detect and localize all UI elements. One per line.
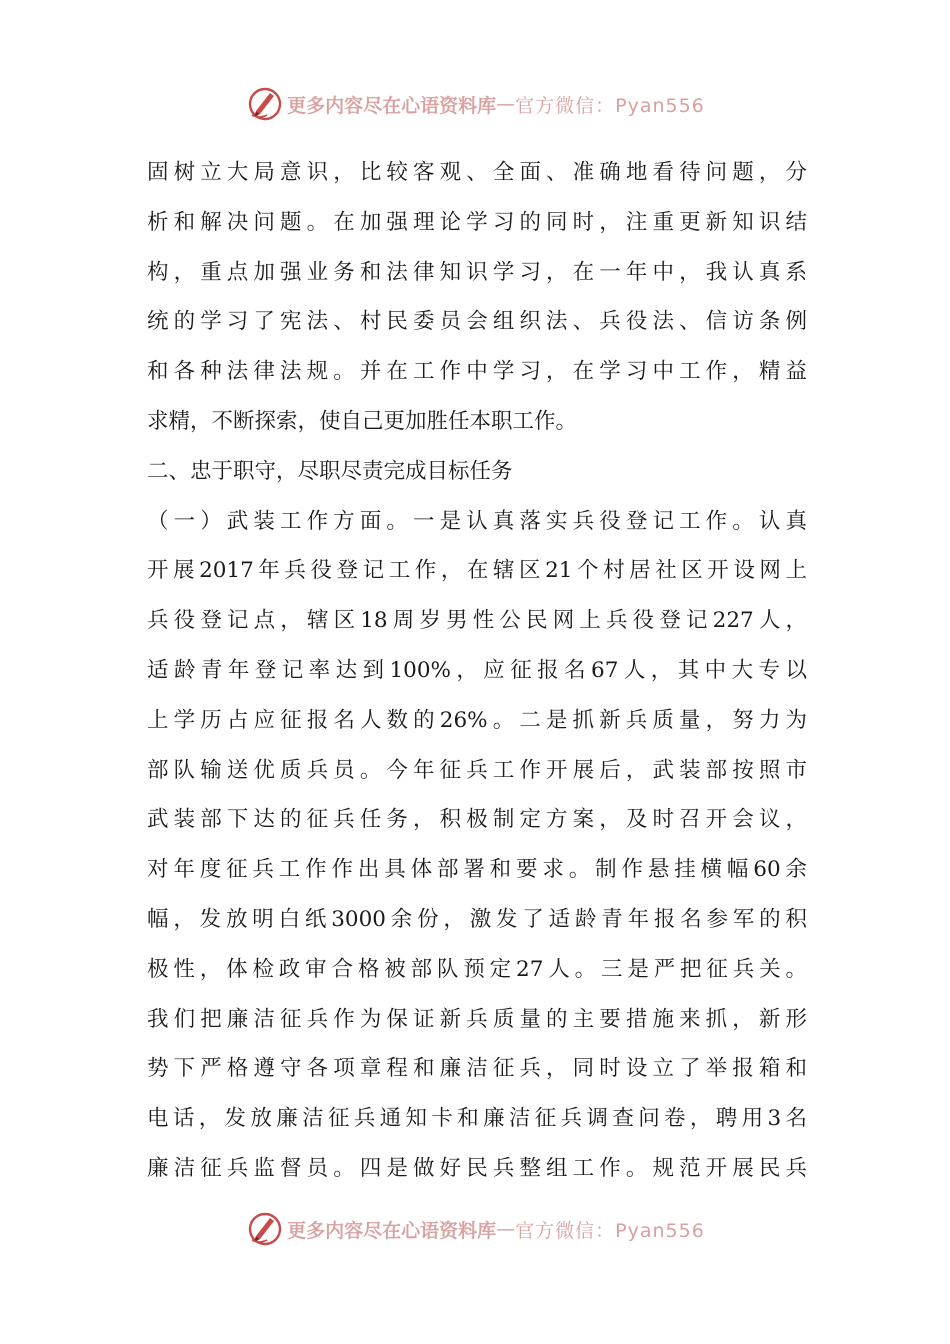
- text-line: 构，重点加强业务和法律知识学习，在一年中，我认真系: [147, 259, 807, 285]
- document-body: [147, 148, 807, 1194]
- watermark-separator: —: [496, 1218, 516, 1240]
- watermark-separator: —: [496, 93, 516, 115]
- text-line: 势下严格遵守各项章程和廉洁征兵，同时设立了举报箱和: [147, 1056, 807, 1082]
- text-line: 开展2017年兵役登记工作，在辖区21个村居社区开设网上: [147, 558, 807, 584]
- text-line: 我们把廉洁征兵作为保证新兵质量的主要措施来抓，新形: [147, 1006, 807, 1032]
- text-line: （一）武装工作方面。一是认真落实兵役登记工作。认真: [147, 508, 807, 534]
- text-line: 适龄青年登记率达到100%，应征报名67人，其中大专以: [147, 657, 807, 683]
- pen-logo-icon: [245, 84, 285, 124]
- pen-logo-icon: [245, 1209, 285, 1249]
- text-line: 统的学习了宪法、村民委员会组织法、兵役法、信访条例: [147, 309, 807, 335]
- watermark-brand: 更多内容尽在心语资料库: [287, 1219, 497, 1242]
- text-line: 电话，发放廉洁征兵通知卡和廉洁征兵调查问卷，聘用3名: [147, 1106, 807, 1132]
- text-line: 廉洁征兵监督员。四是做好民兵整组工作。规范开展民兵: [147, 1155, 807, 1181]
- text-line: 求精，不断探索，使自己更加胜任本职工作。: [147, 408, 578, 434]
- text-line: 兵役登记点，辖区18周岁男性公民网上兵役登记227人，: [147, 608, 807, 634]
- text-line: 析和解决问题。在加强理论学习的同时，注重更新知识结: [147, 209, 807, 235]
- text-line: 和各种法律法规。并在工作中学习，在学习中工作，精益: [147, 359, 807, 385]
- watermark-wechat: 官方微信：Pyan556: [515, 1219, 705, 1242]
- text-line: 极性，体检政审合格被部队预定27人。三是严把征兵关。: [147, 956, 807, 982]
- text-line: 固树立大局意识，比较客观、全面、准确地看待问题，分: [147, 160, 807, 185]
- text-line: 上学历占应征报名人数的26%。二是抓新兵质量，努力为: [147, 707, 807, 733]
- section-heading: 二、忠于职守，尽职尽责完成目标任务: [147, 458, 513, 484]
- header-watermark: [0, 82, 950, 126]
- text-line: 部队输送优质兵员。今年征兵工作开展后，武装部按照市: [147, 757, 807, 783]
- watermark-brand: 更多内容尽在心语资料库: [287, 94, 497, 117]
- footer-watermark: [0, 1207, 950, 1251]
- text-line: 武装部下达的征兵任务，积极制定方案，及时召开会议，: [147, 807, 807, 833]
- watermark-wechat: 官方微信：Pyan556: [515, 94, 705, 117]
- text-line: 对年度征兵工作作出具体部署和要求。制作悬挂横幅60余: [147, 857, 807, 883]
- text-line: 幅，发放明白纸3000余份，激发了适龄青年报名参军的积: [147, 906, 807, 932]
